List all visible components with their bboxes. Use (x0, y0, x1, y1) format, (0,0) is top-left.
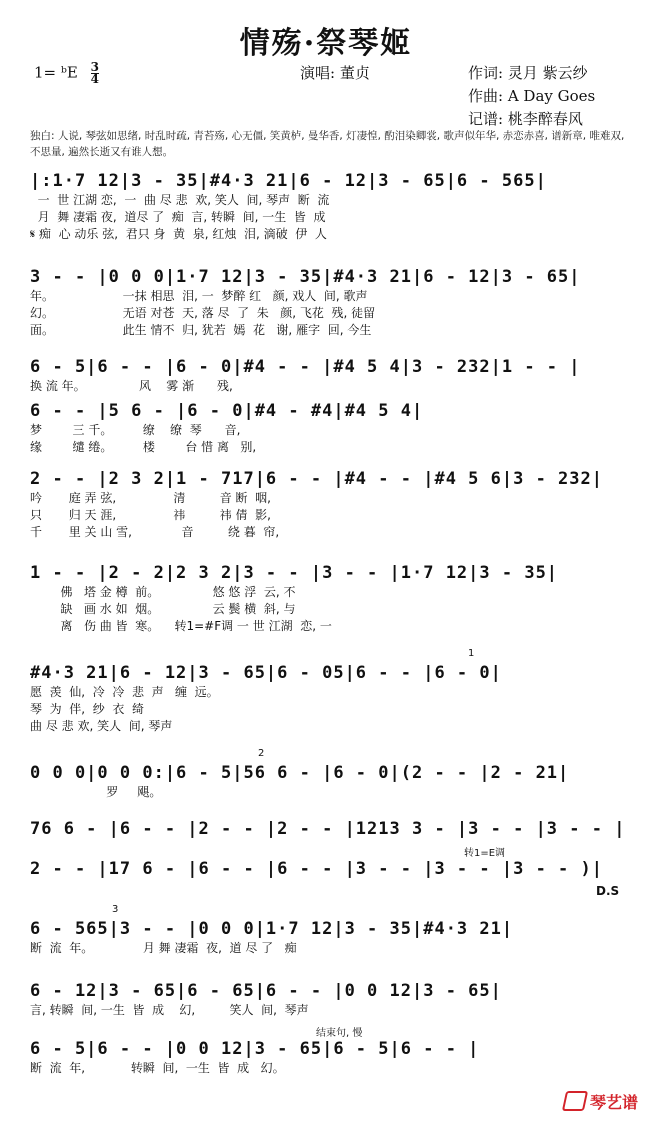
lyrics-line: 罗 飓。 (30, 785, 162, 799)
lyrics-line: 月 舞 凄霜 夜, 道尽 了 痴 言, 转瞬 间, 一生 皆 成 (30, 210, 326, 224)
score-system-3 (30, 356, 628, 395)
notes-line: 2 - - |17 6 - |6 - - |6 - - |3 - - |3 - - |3 - - )| (30, 859, 603, 879)
notes-line: 2 - - |2 3 2|1 - 717|6 - - |#4 - - |#4 5 6|3 - 232| (30, 469, 603, 489)
score-system-8 (30, 818, 628, 840)
lyricist-credit: 作词: 灵月 紫云纱 (468, 64, 588, 82)
lyrics-line: 一 世 江湖 恋, 一 曲 尽 悲 欢, 笑人 间, 琴声 断 流 (30, 193, 330, 207)
notes-line: 6 - 5|6 - - |0 0 12|3 - 65|6 - 5|6 - - | (30, 1039, 480, 1059)
score-system-2 (30, 266, 628, 339)
time-sig-top: 3 (90, 60, 99, 74)
logo-icon (562, 1091, 588, 1111)
logo-label: 琴艺谱 (589, 1093, 638, 1112)
key-signature (34, 62, 99, 85)
notes-line: 6 - 565|3 - - |0 0 0|1·7 12|3 - 35|#4·3 21| (30, 919, 514, 939)
lyrics-line: 只 归 天 涯, 祎 祎 倩 影, (30, 508, 271, 522)
time-sig-bottom: 4 (90, 72, 99, 86)
score-system-6 (30, 662, 628, 735)
notes-line: 3 - - |0 0 0|1·7 12|3 - 35|#4·3 21|6 - 12|3 - 65| (30, 267, 581, 287)
dal-segno-mark: D.S (596, 884, 620, 898)
score-system-3b (30, 400, 628, 456)
singer-credit: 演唱: 董贞 (300, 64, 370, 82)
score-system-12 (30, 1038, 628, 1077)
notes-line: 6 - - |5 6 - |6 - 0|#4 - #4|#4 5 4| (30, 401, 424, 421)
lyrics-line: 断 流 年, 转瞬 间, 一生 皆 成 幻。 (30, 1061, 285, 1075)
lyrics-line: 离 伤 曲 皆 寒。 转1=#F调 一 世 江湖 恋, 一 (30, 619, 332, 633)
notes-line: 0 0 0|0 0 0:|6 - 5|56 6 - |6 - 0|(2 - - |2 - 21| (30, 763, 570, 783)
notes-line: 6 - 12|3 - 65|6 - 65|6 - - |0 0 12|3 - 65| (30, 981, 502, 1001)
notes-line: 76 6 - |6 - - |2 - - |2 - - |1213 3 - |3 - - |3 - - | (30, 819, 626, 839)
volta-marker-3: 3 (112, 904, 119, 915)
score-system-9 (30, 858, 628, 880)
lyrics-line: 面。 此生 情不 归, 犹若 嫣 花 谢, 雁字 回, 今生 (30, 323, 372, 337)
score-system-10 (30, 918, 628, 957)
score-system-4 (30, 468, 628, 541)
key-change-note: 转1=E调 (464, 848, 506, 859)
lyrics-line: 千 里 关 山 雪, 音 绕 暮 帘, (30, 525, 280, 539)
score-system-1 (30, 170, 628, 243)
intro-monologue: 独白: 人说, 琴弦如思绪, 时乱时疏, 青苔殇, 心无僵, 笑黄栌, 曼华香, 灯凄惶, 酌泪染卿裳, 歌声似年华, 赤恋赤喜, 谱新章, 唯难双, 不思量, 遍然长逝又有谁人想。 (30, 130, 625, 158)
notes-line: |:1·7 12|3 - 35|#4·3 21|6 - 12|3 - 65|6 - 565| (30, 171, 547, 191)
score-system-11 (30, 980, 628, 1019)
lyrics-line: 琴 为 伴, 纱 衣 绮 (30, 702, 144, 716)
volta-marker-1: 1 (468, 648, 475, 659)
lyrics-line: 吟 庭 弄 弦, 清 音 断 咽, (30, 491, 271, 505)
lyrics-line: 缘 缱 绻。 楼 台 惜 离 别, (30, 440, 257, 454)
site-logo (564, 1090, 638, 1113)
lyrics-line: 年。 一抹 相思 泪, 一 梦醉 红 颜, 戏人 间, 歌声 (30, 289, 368, 303)
key-label: 1= ᵇE (34, 63, 78, 82)
lyrics-line: 梦 三 千。 缭 缭 琴 音, (30, 423, 241, 437)
ending-tempo-note: 结束句, 慢 (316, 1028, 363, 1039)
volta-marker-2: 2 (258, 748, 265, 759)
lyrics-line: 愿 羡 仙, 冷 冷 悲 声 缠 远。 (30, 685, 219, 699)
notes-line: 6 - 5|6 - - |6 - 0|#4 - - |#4 5 4|3 - 232|1 - - | (30, 357, 581, 377)
lyrics-line: 幻。 无语 对苍 天, 落 尽 了 朱 颜, 飞花 残, 徒留 (30, 306, 376, 320)
notes-line: 1 - - |2 - 2|2 3 2|3 - - |3 - - |1·7 12|3 - 35| (30, 563, 559, 583)
score-system-7 (30, 762, 628, 801)
transcriber-credit: 记谱: 桃李醉春风 (468, 110, 583, 128)
lyrics-line: 𝄋 痴 心 动乐 弦, 君只 身 黄 泉, 红烛 泪, 滴破 伊 人 (30, 227, 327, 241)
lyrics-line: 换 流 年。 风 雾 渐 残, (30, 379, 233, 393)
score-system-5 (30, 562, 628, 635)
lyrics-line: 断 流 年。 月 舞 凄霜 夜, 道 尽 了 痴 (30, 941, 297, 955)
lyrics-line: 缺 画 水 如 烟。 云 鬓 横 斜, 与 (30, 602, 296, 616)
notes-line: #4·3 21|6 - 12|3 - 65|6 - 05|6 - - |6 - 0| (30, 663, 502, 683)
lyrics-line: 言, 转瞬 间, 一生 皆 成 幻, 笑人 间, 琴声 (30, 1003, 309, 1017)
lyrics-line: 曲 尽 悲 欢, 笑人 间, 琴声 (30, 719, 173, 733)
lyrics-line: 佛 塔 金 樽 前。 悠 悠 浮 云, 不 (30, 585, 296, 599)
page-title: 情殇·祭琴姬 (239, 26, 413, 61)
composer-credit: 作曲: A Day Goes (468, 87, 596, 105)
